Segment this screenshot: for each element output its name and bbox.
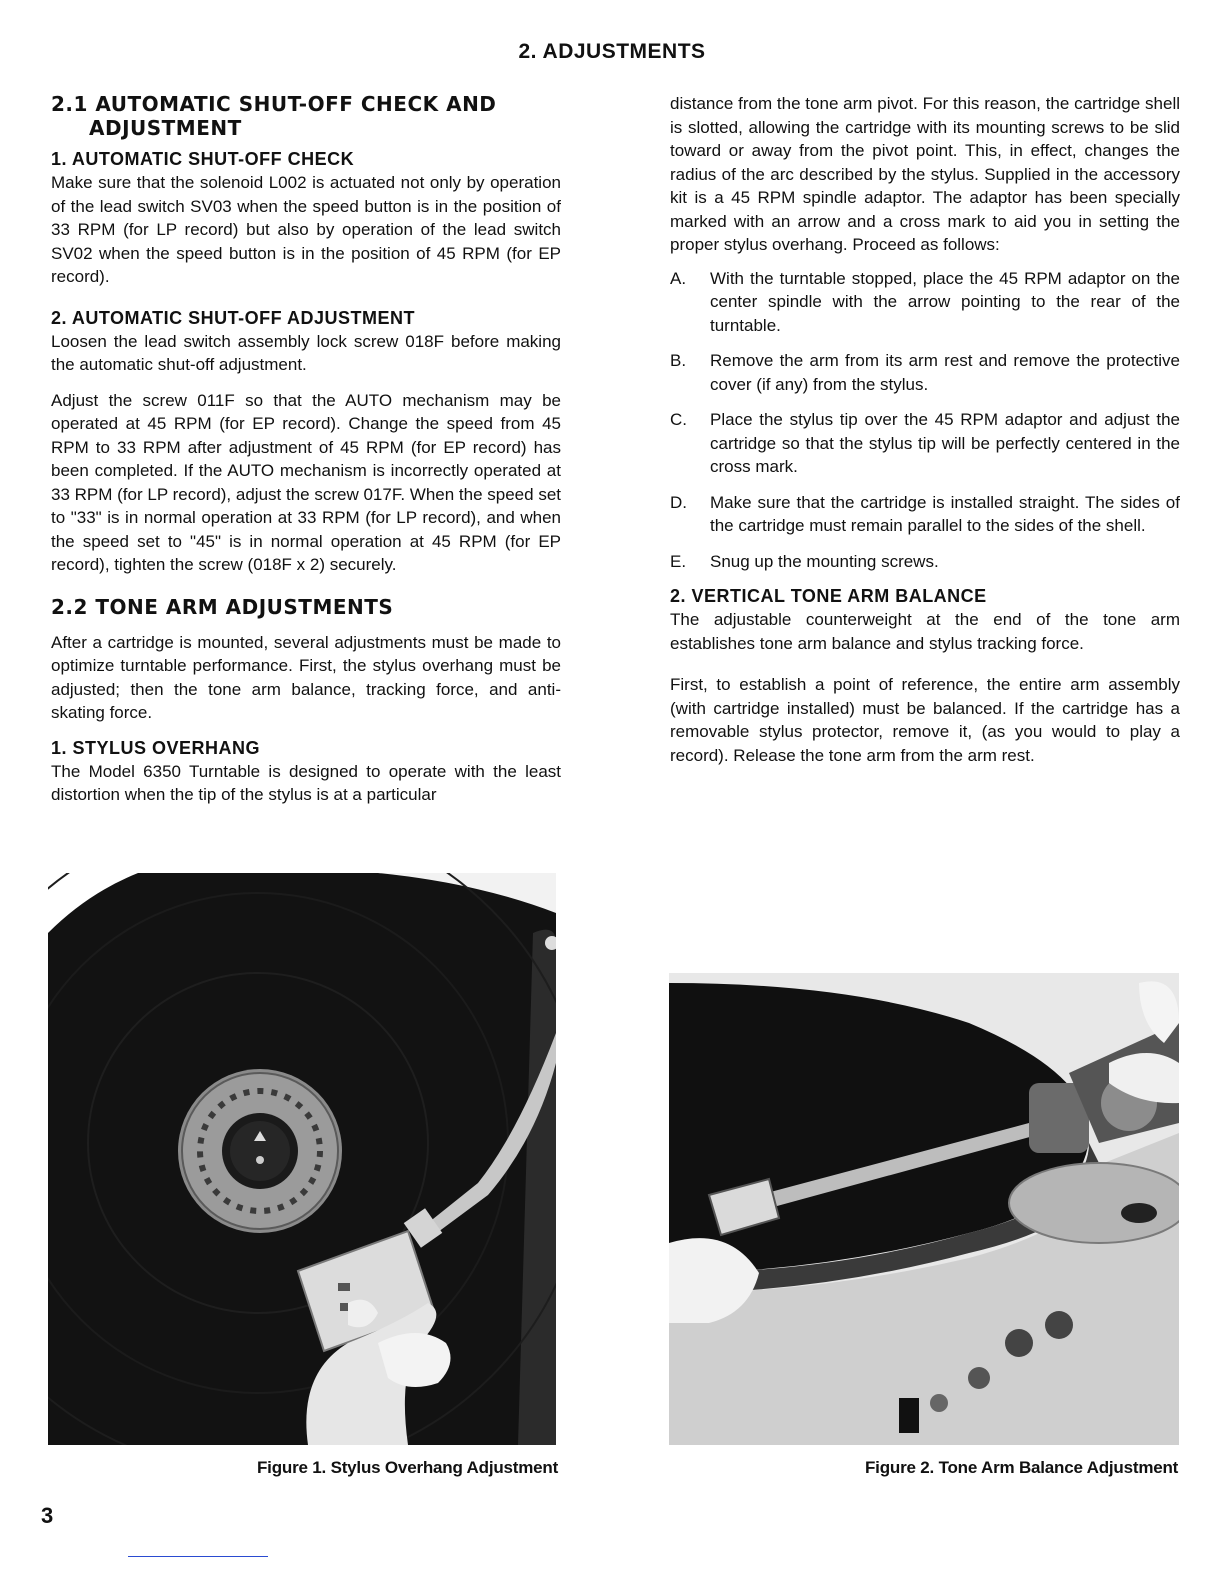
vertical-balance-text2: First, to establish a point of reference, the entire arm assembly (with cartridge installed) must be balanced. If the cartridge has a removable stylus protector, remove it, (as you would to play a record). Release the tone arm from the arm rest. <box>670 675 1180 765</box>
procedure-step <box>670 349 1180 396</box>
vertical-balance-title: 2. VERTICAL TONE ARM BALANCE <box>670 586 987 606</box>
stylus-overhang-text: The Model 6350 Turntable is designed to operate with the least distortion when the tip of the stylus is at a particular <box>51 761 561 804</box>
vertical-balance-text1: The adjustable counterweight at the end of the tone arm establishes tone arm balance and stylus tracking force. <box>670 610 1180 653</box>
step-letter: D. <box>670 492 687 512</box>
section-2-1-heading <box>51 92 561 140</box>
right-column <box>670 92 1180 767</box>
section-2-1-heading-line2: ADJUSTMENT <box>89 116 242 140</box>
figure-2-photo <box>669 873 1179 1445</box>
section-2-1-heading-line1: 2.1 AUTOMATIC SHUT-OFF CHECK AND <box>51 92 497 116</box>
auto-shutoff-check-title: 1. AUTOMATIC SHUT-OFF CHECK <box>51 149 355 169</box>
step-text: Remove the arm from its arm rest and remove the protective cover (if any) from the stylus. <box>710 351 1180 394</box>
page-title: 2. ADJUSTMENTS <box>518 40 706 63</box>
stylus-overhang-title: 1. STYLUS OVERHANG <box>51 737 261 758</box>
auto-shutoff-adjust-text2: Adjust the screw 011F so that the AUTO mechanism may be operated at 45 RPM (for EP record). Change the speed from 45 RPM to 33 RPM after adjustment of 45 RPM (for EP record) has been completed. If the AUTO mechanism is incorrectly operated at 33 RPM (for LP record), adjust the screw 017F. When the speed set to "33" is in normal operation at 33 RPM (for LP record), and when the speed set to "45" is in normal operation at 45 RPM (for EP record), tighten the screw (018F x 2) securely. <box>51 390 561 574</box>
step-letter: E. <box>670 551 687 571</box>
auto-shutoff-adjust-text1: Loosen the lead switch assembly lock screw 018F before making the automatic shut-off adjustment. <box>51 331 561 374</box>
step-letter: A. <box>670 268 687 288</box>
tone-arm-intro: After a cartridge is mounted, several adjustments must be made to optimize turntable performance. First, the stylus overhang must be adjusted; then the tone arm balance, tracking force, and anti-skating force. <box>51 632 561 722</box>
step-text: Make sure that the cartridge is installed straight. The sides of the cartridge must remain parallel to the sides of the shell. <box>710 492 1180 535</box>
figure-1-caption: Figure 1. Stylus Overhang Adjustment <box>257 1458 559 1477</box>
procedure-step <box>670 491 1180 538</box>
section-2-2-heading: 2.2 TONE ARM ADJUSTMENTS <box>51 594 394 619</box>
step-letter: B. <box>670 351 687 370</box>
step-text: With the turntable stopped, place the 45 RPM adaptor on the center spindle with the arrow pointing to the rear of the turntable. <box>710 268 1180 335</box>
auto-shutoff-check-text: Make sure that the solenoid L002 is actuated not only by operation of the lead switch SV03 when the speed button is in the position of 33 RPM (for LP record) but also by operation of the lead switch SV02 when the speed button is in the position of 45 RPM (for EP record). <box>51 173 561 286</box>
step-letter: C. <box>670 410 687 429</box>
procedure-step <box>670 267 1180 338</box>
figure-1-photo <box>48 873 556 1445</box>
procedure-step <box>670 408 1180 479</box>
left-column <box>51 92 561 807</box>
page-number: 3 <box>41 1503 54 1528</box>
auto-shutoff-adjust-title: 2. AUTOMATIC SHUT-OFF ADJUSTMENT <box>51 307 415 328</box>
footer-rule <box>128 1556 268 1557</box>
step-text: Snug up the mounting screws. <box>710 551 939 571</box>
procedure-step <box>670 550 1180 574</box>
step-text: Place the stylus tip over the 45 RPM adaptor and adjust the cartridge so that the stylus tip will be perfectly centered in the cross mark. <box>710 410 1180 476</box>
figure-2-caption: Figure 2. Tone Arm Balance Adjustment <box>865 1458 1179 1477</box>
procedure-steps <box>670 267 1180 574</box>
stylus-overhang-continuation: distance from the tone arm pivot. For this reason, the cartridge shell is slotted, allowing the cartridge with its mounting screws to be slid toward or away from the pivot point. This, in effect, changes the radius of the arc described by the stylus. Supplied in the accessory kit is a 45 RPM spindle adaptor. The adaptor has been specially marked with an arrow and a cross mark to aid you in setting the proper stylus overhang. Proceed as follows: <box>670 94 1180 254</box>
